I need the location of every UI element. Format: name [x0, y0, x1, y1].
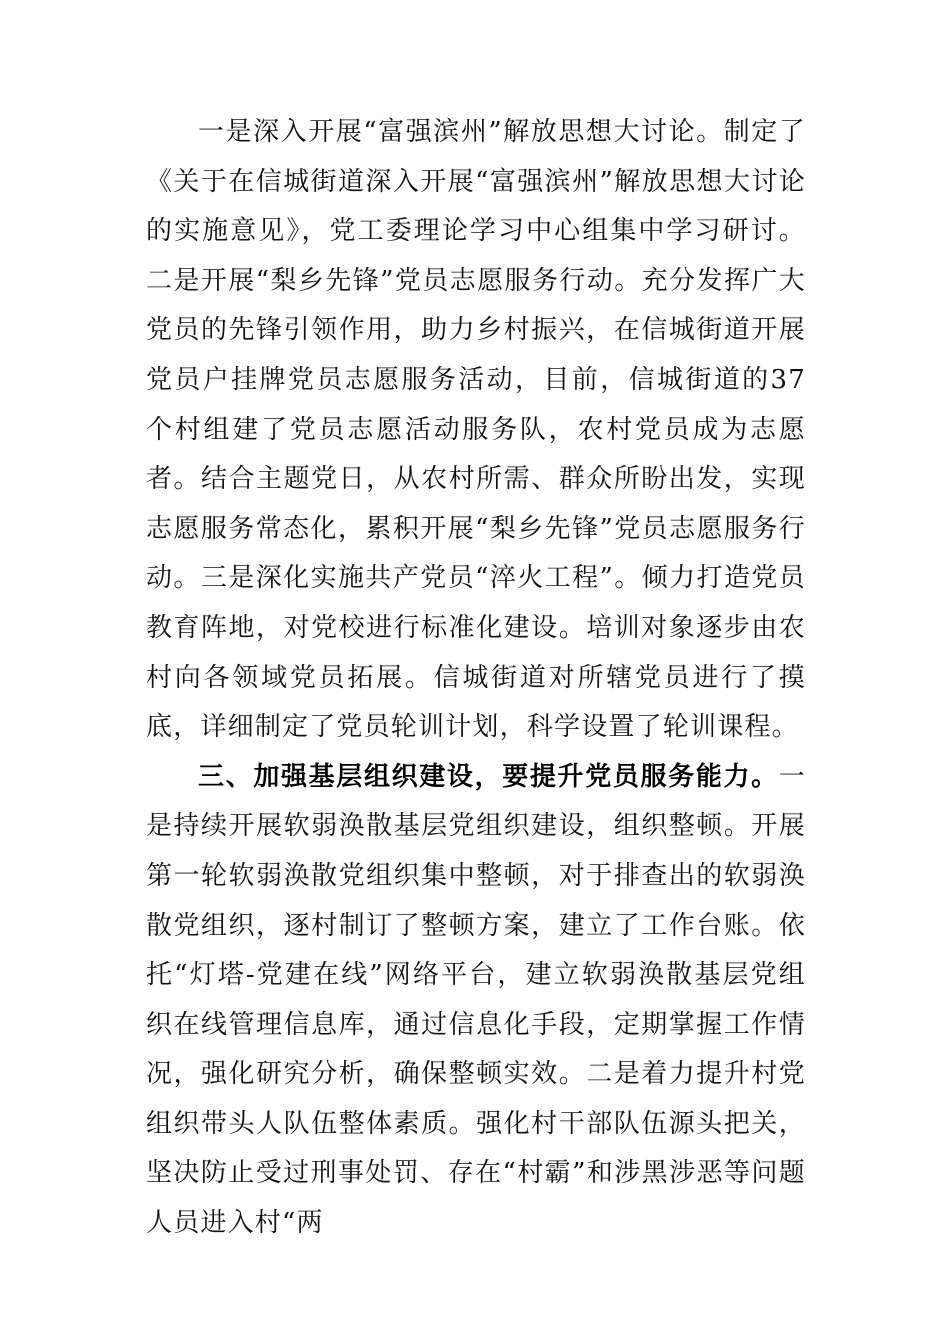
- paragraph-grassroots-organization: [146, 753, 806, 1249]
- paragraph-text: 一是深入开展“富强滨州”解放思想大讨论。制定了《关于在信城街道深入开展“富强滨州”解放思想大讨论的实施意见》，党工委理论学习中心组集中学习研讨。二是开展“梨乡先锋”党员志愿服务行动。充分发挥广大党员的先锋引领作用，助力乡村振兴，在信城街道开展党员户挂牌党员志愿服务活动，目前，信城街道的37个村组建了党员志愿活动服务队，农村党员成为志愿者。结合主题党日，从农村所需、群众所盼出发，实现志愿服务常态化，累积开展“梨乡先锋”党员志愿服务行动。三是深化实施共产党员“淬火工程”。倾力打造党员教育阵地，对党校进行标准化建设。培训对象逐步由农村向各领域党员拓展。信城街道对所辖党员进行了摸底，详细制定了党员轮训计划，科学设置了轮训课程。: [146, 117, 806, 743]
- section-heading: 三、加强基层组织建设，要提升党员服务能力。: [198, 761, 779, 792]
- document-body: [146, 108, 806, 1249]
- paragraph-party-member-activities: [146, 108, 806, 753]
- paragraph-text: 一是持续开展软弱涣散基层党组织建设，组织整顿。开展第一轮软弱涣散党组织集中整顿，对于排查出的软弱涣散党组织，逐村制订了整顿方案，建立了工作台账。依托“灯塔-党建在线”网络平台，建立软弱涣散基层党组织在线管理信息库，通过信息化手段，定期掌握工作情况，强化研究分析，确保整顿实效。二是着力提升村党组织带头人队伍整体素质。强化村干部队伍源头把关，坚决防止受过刑事处罚、存在“村霸”和涉黑涉恶等问题人员进入村“两: [146, 761, 806, 1239]
